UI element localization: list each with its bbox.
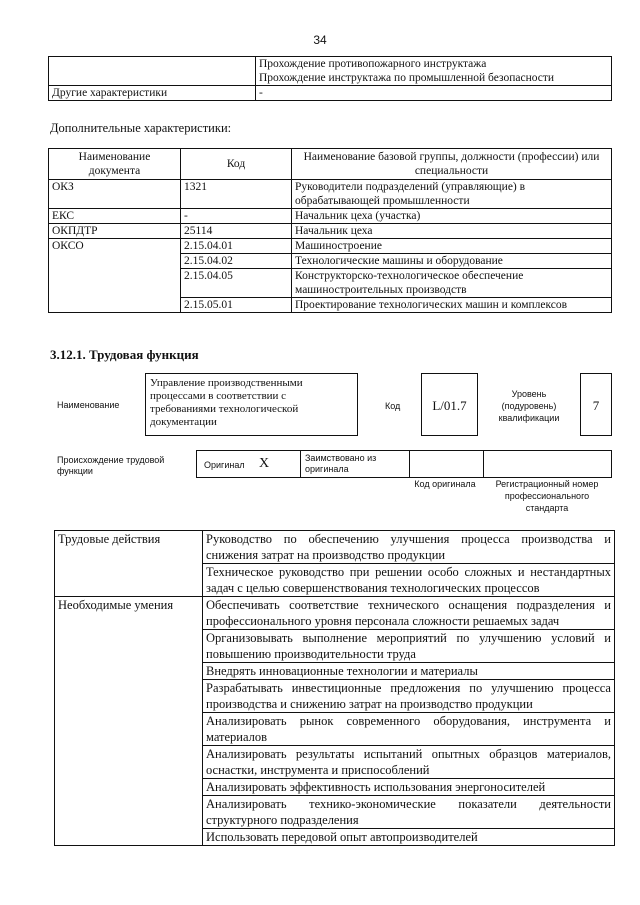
original-label: Оригинал	[204, 460, 245, 470]
table-row	[49, 86, 612, 101]
code-cell: -	[181, 209, 292, 224]
other-characteristics-value: -	[256, 86, 612, 101]
code-cell: 2.15.04.05	[181, 269, 292, 298]
code-cell: 2.15.05.01	[181, 298, 292, 313]
function-name-box	[145, 373, 358, 436]
skill-item: Анализировать эффективность использования энергоносителей	[203, 779, 615, 796]
skill-item: Анализировать технико-экономические показатели деятельности структурного подразделения	[203, 796, 615, 829]
action-item: Техническое руководство при решении особо сложных и нестандартных задач с целью совершенствования технологических процессов	[203, 564, 615, 597]
original-box	[196, 450, 301, 478]
column-header: Код	[181, 149, 292, 180]
name-cell: Начальник цеха	[292, 224, 612, 239]
reg-number-box	[483, 450, 612, 478]
table-row	[49, 239, 612, 254]
doc-cell: ЕКС	[49, 209, 181, 224]
original-mark: X	[259, 456, 270, 471]
borrowed-box	[300, 450, 410, 478]
column-header: Наименование базовой группы, должности (профессии) или специальности	[292, 149, 612, 180]
function-code-value: L/01.7	[432, 398, 467, 413]
page-number: 34	[313, 33, 327, 47]
borrowed-label: Заимствовано из оригинала	[305, 453, 377, 474]
labor-function-table	[54, 530, 615, 846]
table-row	[49, 209, 612, 224]
table-row	[55, 531, 615, 564]
skill-item: Разрабатывать инвестиционные предложения по улучшению процесса производства и снижению затрат на производство продукции	[203, 680, 615, 713]
skill-item: Анализировать результаты испытаний опытных образцов материалов, оснастки, инструмента и приспособлений	[203, 746, 615, 779]
code-cell: 2.15.04.02	[181, 254, 292, 269]
origin-label: Происхождение трудовой функции	[57, 455, 165, 476]
additional-characteristics-table	[48, 148, 612, 313]
function-name-value: Управление производственными процессами в соответствии с требованиями технологической документации	[150, 377, 303, 428]
briefing-line: Прохождение противопожарного инструктажа	[259, 58, 487, 70]
skill-item: Внедрять инновационные технологии и материалы	[203, 663, 615, 680]
top-characteristics-table	[48, 56, 612, 101]
group-label: Трудовые действия	[55, 531, 203, 597]
function-heading: 3.12.1. Трудовая функция	[50, 347, 199, 362]
doc-cell: ОКЗ	[49, 180, 181, 209]
name-cell: Руководители подразделений (управляющие) в обрабатывающей промышленности	[292, 180, 612, 209]
table-header-row	[49, 149, 612, 180]
name-cell: Конструкторско-технологическое обеспечение машиностроительных производств	[292, 269, 612, 298]
action-item: Руководство по обеспечению улучшения процесса производства и снижения затрат на производство продукции	[203, 531, 615, 564]
level-label: Уровень (подуровень) квалификации	[498, 389, 560, 423]
table-cell	[49, 57, 256, 86]
code-original-label: Код оригинала	[414, 479, 476, 489]
table-row	[55, 597, 615, 630]
code-label: Код	[385, 401, 401, 411]
level-value: 7	[592, 398, 600, 413]
name-cell: Проектирование технологических машин и комплексов	[292, 298, 612, 313]
name-cell: Начальник цеха (участка)	[292, 209, 612, 224]
doc-cell: ОКПДТР	[49, 224, 181, 239]
code-cell: 25114	[181, 224, 292, 239]
skill-item: Анализировать рынок современного оборудования, инструмента и материалов	[203, 713, 615, 746]
table-row	[49, 224, 612, 239]
function-code-box	[421, 373, 478, 436]
skill-item: Организовывать выполнение мероприятий по улучшению условий и повышению производительности труда	[203, 630, 615, 663]
name-cell: Машиностроение	[292, 239, 612, 254]
skill-item: Использовать передовой опыт автопроизводителей	[203, 829, 615, 846]
level-box	[580, 373, 612, 436]
reg-number-label: Регистрационный номер профессионального стандарта	[495, 479, 599, 513]
name-cell: Технологические машины и оборудование	[292, 254, 612, 269]
group-label: Необходимые умения	[55, 597, 203, 846]
table-row	[49, 57, 612, 86]
code-cell: 2.15.04.01	[181, 239, 292, 254]
code-cell: 1321	[181, 180, 292, 209]
skill-item: Обеспечивать соответствие технического оснащения подразделения и профессионального уровня персонала сложности решаемых задач	[203, 597, 615, 630]
code-original-box	[409, 450, 484, 478]
column-header: Наименование документа	[49, 149, 181, 180]
doc-cell: ОКСО	[49, 239, 181, 313]
additional-characteristics-title: Дополнительные характеристики:	[50, 121, 232, 135]
name-label: Наименование	[57, 400, 120, 410]
table-cell	[256, 57, 612, 86]
table-row	[49, 180, 612, 209]
other-characteristics-label: Другие характеристики	[49, 86, 256, 101]
briefing-line: Прохождение инструктажа по промышленной безопасности	[259, 72, 555, 84]
